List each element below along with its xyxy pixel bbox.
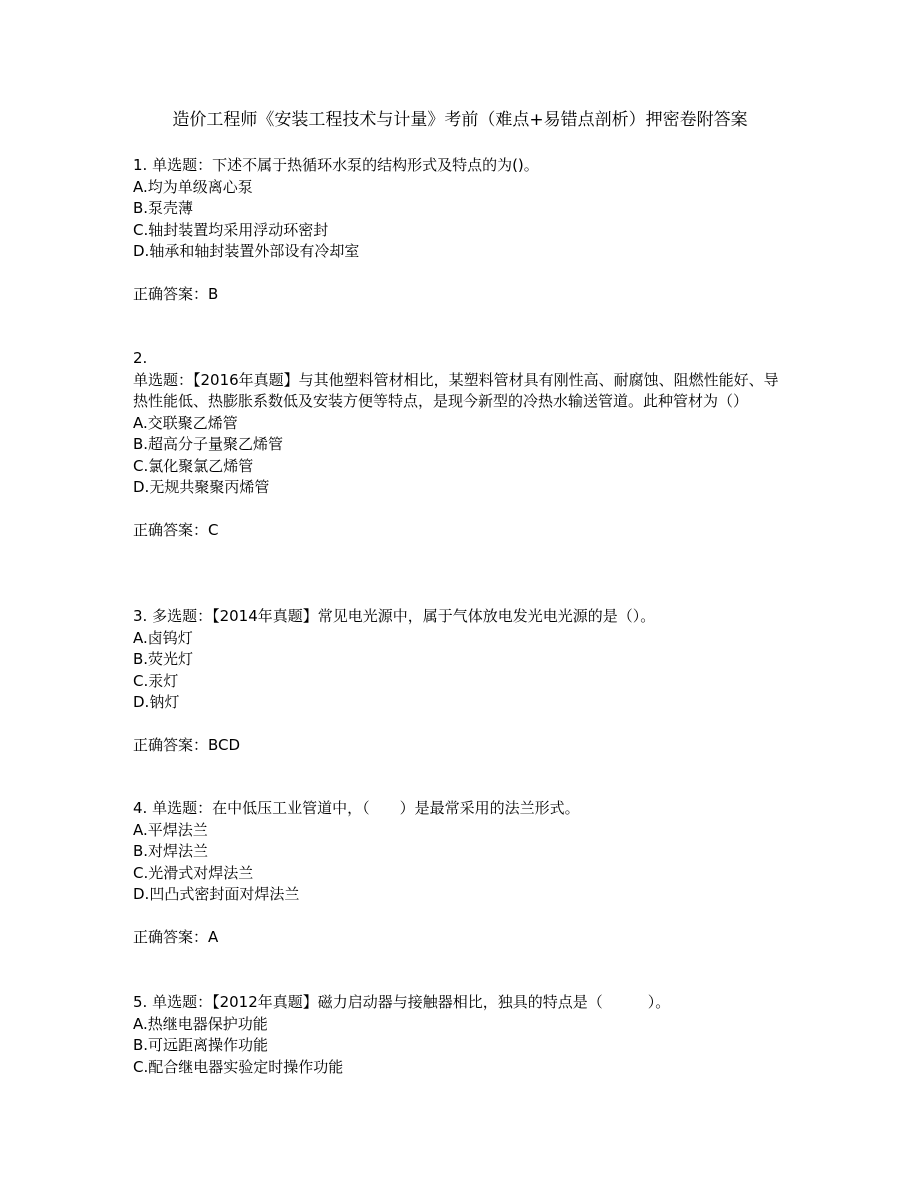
option-c: C.轴封装置均采用浮动环密封 — [133, 220, 329, 239]
question-number: 2. — [133, 349, 148, 367]
option-a: A.卤钨灯 — [133, 628, 193, 647]
option-d: D.轴承和轴封装置外部设有冷却室 — [133, 242, 360, 260]
question-3 — [133, 606, 788, 757]
option-c: C.氯化聚氯乙烯管 — [133, 456, 254, 475]
question-stem: 4. 单选题：在中低压工业管道中，（ ）是最常采用的法兰形式。 — [133, 799, 580, 817]
option-c: C.光滑式对焊法兰 — [133, 863, 254, 882]
correct-answer: 正确答案：C — [133, 521, 219, 539]
option-a: A.均为单级离心泵 — [133, 177, 253, 196]
option-d: D.无规共聚聚丙烯管 — [133, 478, 270, 496]
question-4 — [133, 798, 788, 949]
option-b: B.可远距离操作功能 — [133, 1036, 269, 1054]
option-a: A.平焊法兰 — [133, 820, 208, 839]
option-d: D.凹凸式密封面对焊法兰 — [133, 885, 300, 903]
option-b: B.超高分子量聚乙烯管 — [133, 435, 284, 453]
question-stem: 3. 多选题：【2014年真题】常见电光源中，属于气体放电发光电光源的是（）。 — [133, 607, 656, 625]
option-a: A.热继电器保护功能 — [133, 1014, 268, 1033]
option-b: B.荧光灯 — [133, 650, 194, 668]
correct-answer: 正确答案：A — [133, 928, 219, 946]
correct-answer: 正确答案：BCD — [133, 736, 241, 754]
question-stem: 5. 单选题：【2012年真题】磁力启动器与接触器相比，独具的特点是（ ）。 — [133, 993, 671, 1011]
option-c: C.汞灯 — [133, 671, 179, 690]
question-5 — [133, 992, 788, 1078]
option-a: A.交联聚乙烯管 — [133, 413, 238, 432]
document-title: 造价工程师《安装工程技术与计量》考前（难点+易错点剖析）押密卷附答案 — [172, 110, 748, 130]
question-stem: 1. 单选题：下述不属于热循环水泵的结构形式及特点的为()。 — [133, 156, 539, 174]
option-b: B.泵壳薄 — [133, 199, 194, 217]
correct-answer: 正确答案：B — [133, 285, 219, 303]
option-c: C.配合继电器实验定时操作功能 — [133, 1057, 344, 1076]
option-d: D.钠灯 — [133, 693, 180, 711]
question-stem: 单选题：【2016年真题】与其他塑料管材相比，某塑料管材具有刚性高、耐腐蚀、阻燃性能好、导热性能低、热膨胀系数低及安装方便等特点，是现今新型的冷热水输送管道。此种管材为（） — [133, 370, 779, 410]
option-b: B.对焊法兰 — [133, 842, 209, 860]
question-1 — [133, 155, 788, 306]
question-2 — [133, 348, 788, 542]
